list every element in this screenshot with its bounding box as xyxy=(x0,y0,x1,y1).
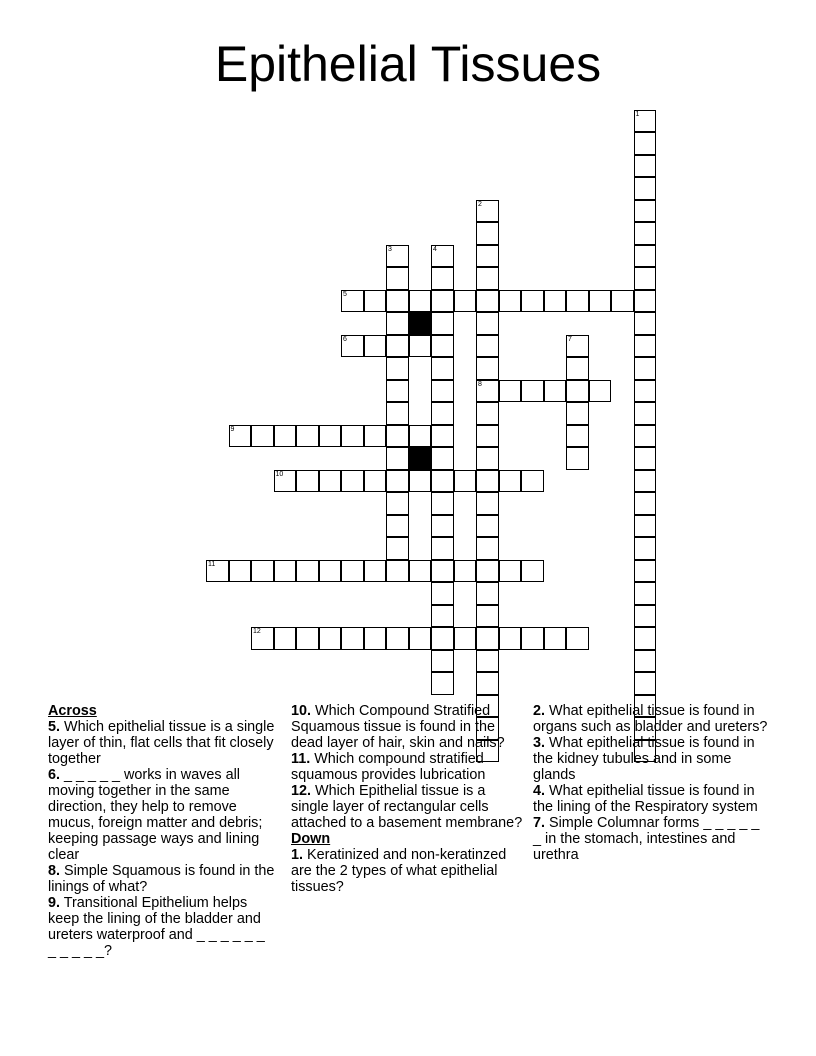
grid-cell[interactable] xyxy=(634,650,657,673)
grid-cell[interactable] xyxy=(386,357,409,380)
grid-cell[interactable] xyxy=(431,290,454,313)
grid-cell[interactable] xyxy=(386,402,409,425)
grid-cell[interactable] xyxy=(386,470,409,493)
grid-cell[interactable] xyxy=(431,447,454,470)
grid-cell[interactable] xyxy=(476,605,499,628)
grid-cell[interactable] xyxy=(499,560,522,583)
grid-cell[interactable] xyxy=(634,312,657,335)
grid-cell[interactable] xyxy=(454,627,477,650)
grid-cell[interactable] xyxy=(386,312,409,335)
grid-cell[interactable] xyxy=(566,627,589,650)
grid-cell[interactable] xyxy=(566,425,589,448)
grid-cell[interactable] xyxy=(634,357,657,380)
grid-cell[interactable] xyxy=(431,380,454,403)
grid-cell[interactable] xyxy=(634,267,657,290)
clues-column-1 xyxy=(48,703,276,959)
grid-cell[interactable] xyxy=(634,605,657,628)
grid-cell[interactable] xyxy=(364,627,387,650)
grid-cell[interactable] xyxy=(319,627,342,650)
grid-cell[interactable] xyxy=(431,650,454,673)
grid-cell[interactable] xyxy=(634,132,657,155)
grid-cell[interactable] xyxy=(634,582,657,605)
clue-down-7: 7. Simple Columnar forms _ _ _ _ _ _ in the stomach, intestines and urethra xyxy=(533,815,760,863)
grid-cell[interactable] xyxy=(476,627,499,650)
clue-down-1: 1. Keratinized and non-keratinzed are the 2 types of what epithelial tissues? xyxy=(291,847,507,895)
grid-cell[interactable] xyxy=(319,560,342,583)
grid-cell[interactable] xyxy=(431,537,454,560)
grid-cell[interactable] xyxy=(521,290,544,313)
clue-number: 12 xyxy=(253,628,261,635)
grid-cell[interactable] xyxy=(364,425,387,448)
grid-cell[interactable] xyxy=(476,582,499,605)
grid-cell[interactable] xyxy=(454,470,477,493)
grid-cell[interactable] xyxy=(251,425,274,448)
grid-cell[interactable] xyxy=(634,290,657,313)
grid-cell[interactable] xyxy=(476,380,499,403)
grid-cell[interactable] xyxy=(431,312,454,335)
grid-cell[interactable] xyxy=(634,492,657,515)
clue-across-8: 8. Simple Squamous is found in the linings of what? xyxy=(48,863,275,895)
clue-number: 10 xyxy=(275,470,284,478)
grid-cell[interactable] xyxy=(544,380,567,403)
grid-cell[interactable] xyxy=(386,245,409,268)
grid-cell[interactable] xyxy=(251,560,274,583)
grid-cell[interactable] xyxy=(386,560,409,583)
grid-cell[interactable] xyxy=(296,425,319,448)
grid-cell[interactable] xyxy=(566,380,589,403)
grid-cell[interactable] xyxy=(341,335,364,358)
grid-cell[interactable] xyxy=(589,290,612,313)
grid-cell[interactable] xyxy=(499,627,522,650)
down-heading: Down xyxy=(291,831,331,847)
grid-cell[interactable] xyxy=(454,290,477,313)
grid-cell[interactable] xyxy=(566,447,589,470)
grid-cell[interactable] xyxy=(431,492,454,515)
grid-cell[interactable] xyxy=(634,110,657,133)
grid-cell[interactable] xyxy=(274,425,297,448)
grid-cell[interactable] xyxy=(341,470,364,493)
grid-cell[interactable] xyxy=(476,470,499,493)
grid-cell[interactable] xyxy=(476,492,499,515)
grid-cell[interactable] xyxy=(431,402,454,425)
grid-cell[interactable] xyxy=(386,267,409,290)
grid-cell[interactable] xyxy=(341,627,364,650)
grid-cell[interactable] xyxy=(634,515,657,538)
grid-cell[interactable] xyxy=(634,560,657,583)
grid-cell[interactable] xyxy=(566,402,589,425)
clue-across-9: 9. Transitional Epithelium helps keep the lining of the bladder and ureters waterproof and _ _ _ _ _ _ _ _ _ _ _? xyxy=(48,895,265,959)
grid-cell[interactable] xyxy=(634,200,657,223)
grid-cell[interactable] xyxy=(386,335,409,358)
clue-number: 2 xyxy=(478,200,482,208)
grid-cell[interactable] xyxy=(566,290,589,313)
grid-cell[interactable] xyxy=(386,380,409,403)
grid-cell[interactable] xyxy=(386,627,409,650)
grid-cell[interactable] xyxy=(634,447,657,470)
across-heading: Across xyxy=(48,703,97,719)
grid-cell[interactable] xyxy=(386,515,409,538)
grid-cell[interactable] xyxy=(431,582,454,605)
grid-cell[interactable] xyxy=(634,425,657,448)
grid-cell[interactable] xyxy=(341,290,364,313)
grid-cell[interactable] xyxy=(476,515,499,538)
grid-cell[interactable] xyxy=(476,402,499,425)
grid-cell[interactable] xyxy=(296,627,319,650)
grid-cell[interactable] xyxy=(476,335,499,358)
grid-cell[interactable] xyxy=(364,335,387,358)
clue-across-12: 12. Which Epithelial tissue is a single layer of rectangular cells attached to a basement membrane? xyxy=(291,783,523,831)
grid-cell[interactable] xyxy=(319,425,342,448)
grid-cell[interactable] xyxy=(634,402,657,425)
clue-number: 8 xyxy=(478,380,482,388)
clues-column-2 xyxy=(291,703,524,895)
grid-cell[interactable] xyxy=(229,560,252,583)
grid-cell[interactable] xyxy=(341,560,364,583)
clue-down-2: 2. What epithelial tissue is found in organs such as bladder and ureters? xyxy=(533,703,768,735)
grid-cell[interactable] xyxy=(364,290,387,313)
grid-cell[interactable] xyxy=(386,537,409,560)
grid-cell[interactable] xyxy=(476,672,499,695)
grid-cell[interactable] xyxy=(251,627,274,650)
grid-cell[interactable] xyxy=(386,492,409,515)
grid-cell[interactable] xyxy=(476,267,499,290)
grid-cell[interactable] xyxy=(341,425,364,448)
clue-across-5: 5. Which epithelial tissue is a single layer of thin, flat cells that fit closely together xyxy=(48,719,275,767)
page-title: Epithelial Tissues xyxy=(214,36,602,92)
grid-cell[interactable] xyxy=(634,627,657,650)
grid-cell[interactable] xyxy=(634,335,657,358)
grid-cell[interactable] xyxy=(476,357,499,380)
grid-cell[interactable] xyxy=(634,537,657,560)
clue-number: 7 xyxy=(568,335,572,343)
grid-cell[interactable] xyxy=(409,560,432,583)
grid-cell[interactable] xyxy=(521,560,544,583)
grid-cell[interactable] xyxy=(431,605,454,628)
clue-number: 1 xyxy=(635,110,640,118)
clue-down-3: 3. What epithelial tissue is found in the kidney tubules and in some glands xyxy=(533,735,755,783)
grid-cell[interactable] xyxy=(566,357,589,380)
grid-cell[interactable] xyxy=(476,222,499,245)
grid-cell[interactable] xyxy=(544,627,567,650)
grid-cell[interactable] xyxy=(521,470,544,493)
grid-cell[interactable] xyxy=(409,627,432,650)
grid-cell[interactable] xyxy=(544,290,567,313)
grid-cell[interactable] xyxy=(274,627,297,650)
grid-cell[interactable] xyxy=(431,267,454,290)
clue-across-10: 10. Which Compound Stratified Squamous tissue is found in the dead layer of hair, skin and nails? xyxy=(291,703,505,751)
grid-cell[interactable] xyxy=(431,672,454,695)
grid-cell[interactable] xyxy=(476,245,499,268)
grid-cell[interactable] xyxy=(454,560,477,583)
grid-cell[interactable] xyxy=(296,560,319,583)
grid-cell[interactable] xyxy=(634,222,657,245)
grid-cell[interactable] xyxy=(499,290,522,313)
grid-cell[interactable] xyxy=(386,447,409,470)
clue-number: 9 xyxy=(230,425,235,433)
grid-cell[interactable] xyxy=(296,470,319,493)
clue-number: 11 xyxy=(208,560,216,568)
grid-cell[interactable] xyxy=(364,470,387,493)
grid-cell[interactable] xyxy=(476,560,499,583)
clue-number: 5 xyxy=(343,290,347,298)
clue-across-6: 6. _ _ _ _ _ works in waves all moving together in the same direction, they help to remove mucus, foreign matter and debris; keeping passage ways and lining clear xyxy=(48,767,263,863)
grid-cell[interactable] xyxy=(409,470,432,493)
grid-cell[interactable] xyxy=(386,425,409,448)
grid-cell[interactable] xyxy=(499,380,522,403)
grid-cell[interactable] xyxy=(476,447,499,470)
grid-cell[interactable] xyxy=(476,312,499,335)
grid-cell[interactable] xyxy=(476,650,499,673)
grid-cell[interactable] xyxy=(476,290,499,313)
clues-column-3 xyxy=(533,703,769,863)
grid-cell[interactable] xyxy=(634,380,657,403)
grid-cell[interactable] xyxy=(476,537,499,560)
grid-cell[interactable] xyxy=(634,155,657,178)
grid-cell[interactable] xyxy=(476,200,499,223)
grid-cell[interactable] xyxy=(431,335,454,358)
grid-cell[interactable] xyxy=(634,177,657,200)
clue-across-11: 11. Which compound stratified squamous provides lubrication xyxy=(291,751,486,783)
grid-cell[interactable] xyxy=(431,425,454,448)
grid-cell[interactable] xyxy=(476,425,499,448)
grid-cell[interactable] xyxy=(364,560,387,583)
grid-cell[interactable] xyxy=(274,560,297,583)
grid-cell[interactable] xyxy=(431,560,454,583)
grid-cell[interactable] xyxy=(499,470,522,493)
grid-cell[interactable] xyxy=(431,515,454,538)
grid-cell[interactable] xyxy=(274,470,297,493)
grid-cell[interactable] xyxy=(521,627,544,650)
grid-cell[interactable] xyxy=(431,357,454,380)
grid-cell[interactable] xyxy=(566,335,589,358)
grid-cell[interactable] xyxy=(409,425,432,448)
grid-cell[interactable] xyxy=(431,627,454,650)
clue-number: 6 xyxy=(343,335,347,343)
black-square xyxy=(409,447,432,470)
grid-cell[interactable] xyxy=(409,335,432,358)
grid-cell[interactable] xyxy=(589,380,612,403)
grid-cell[interactable] xyxy=(409,290,432,313)
clue-number: 4 xyxy=(433,245,437,253)
grid-cell[interactable] xyxy=(319,470,342,493)
grid-cell[interactable] xyxy=(634,245,657,268)
grid-cell[interactable] xyxy=(386,290,409,313)
grid-cell[interactable] xyxy=(634,470,657,493)
grid-cell[interactable] xyxy=(521,380,544,403)
black-square xyxy=(409,312,432,335)
grid-cell[interactable] xyxy=(206,560,229,583)
grid-cell[interactable] xyxy=(611,290,634,313)
grid-cell[interactable] xyxy=(229,425,252,448)
grid-cell[interactable] xyxy=(634,672,657,695)
grid-cell[interactable] xyxy=(431,245,454,268)
grid-cell[interactable] xyxy=(431,470,454,493)
clue-number: 3 xyxy=(388,245,392,253)
clue-down-4: 4. What epithelial tissue is found in the lining of the Respiratory system xyxy=(533,783,758,815)
